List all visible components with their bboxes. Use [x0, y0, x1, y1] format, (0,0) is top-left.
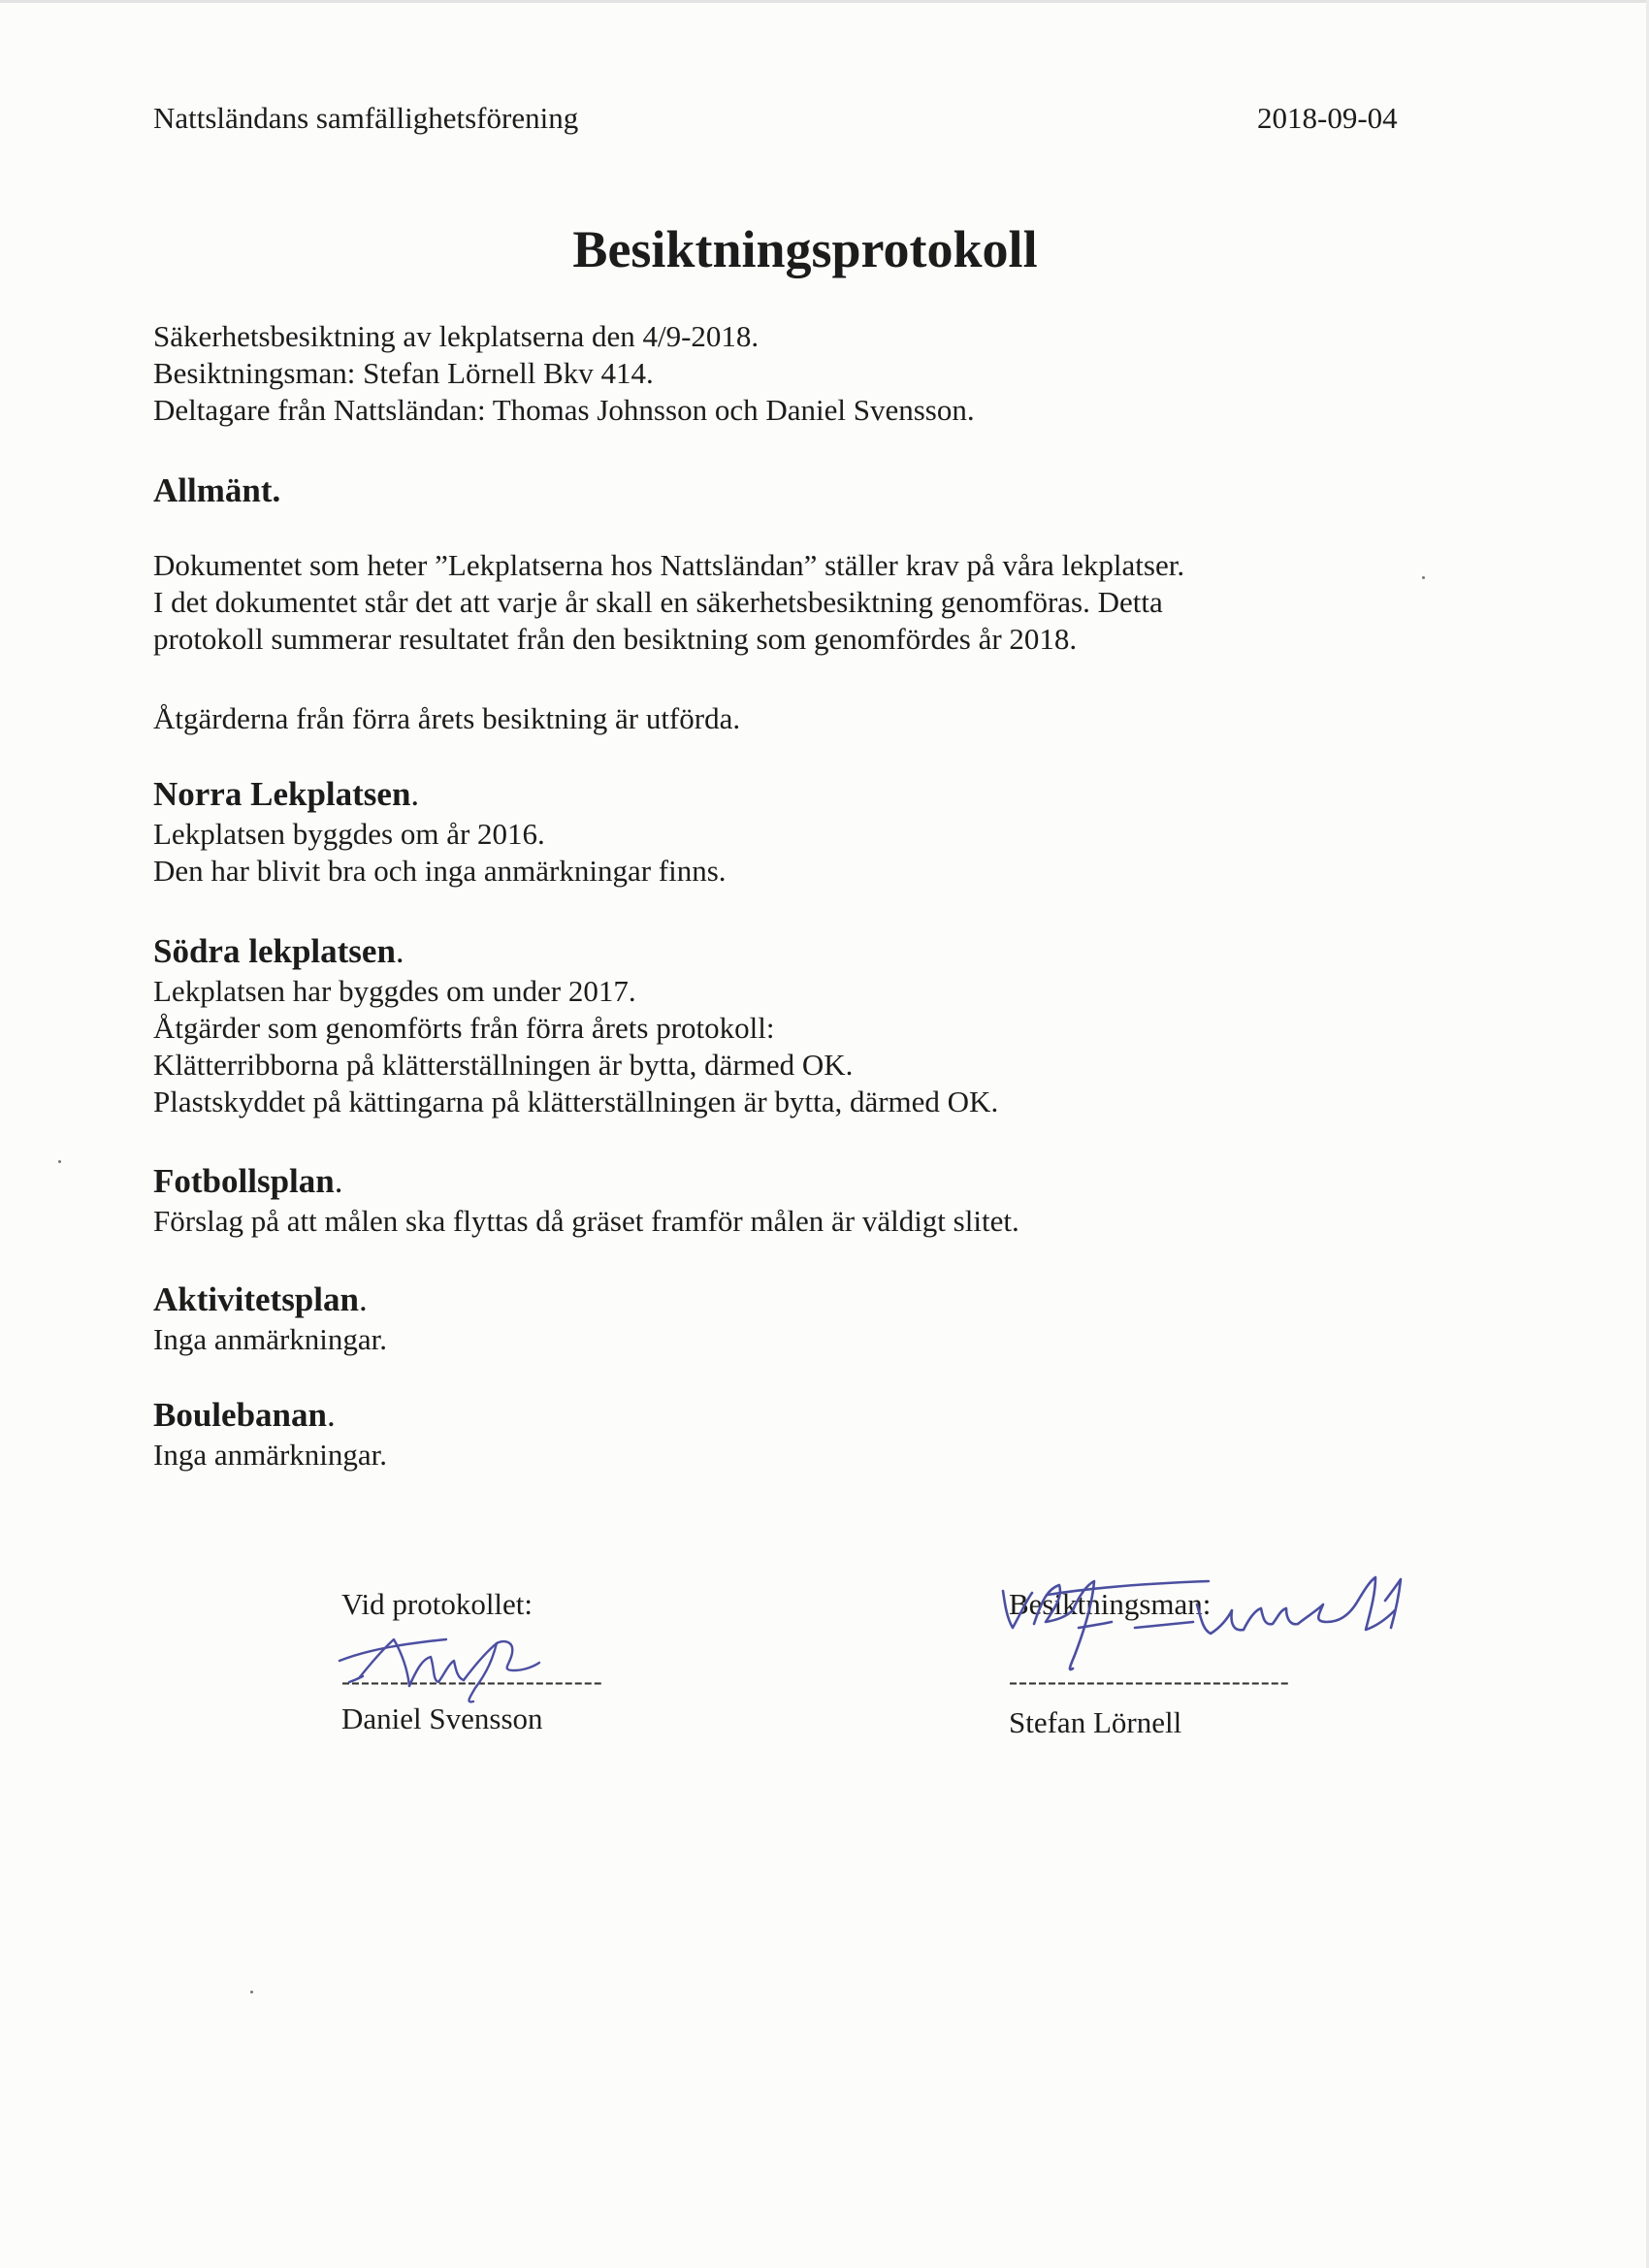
- section-line: Klätterribborna på klätterställningen är bytta, därmed OK.: [153, 1048, 854, 1082]
- signature-line-left: ---------------------------: [341, 1667, 603, 1696]
- section-general: [153, 470, 280, 512]
- signer-name-left: Daniel Svensson: [341, 1701, 543, 1735]
- organization-name: Nattsländans samfällighetsförening: [153, 101, 579, 135]
- section-heading: Fotbollsplan.: [153, 1162, 343, 1200]
- scan-speck: [58, 1160, 61, 1163]
- section-football: [153, 1160, 1019, 1240]
- paragraph-line: protokoll summerar resultatet från den besiktning som genomfördes år 2018.: [153, 622, 1078, 656]
- section-line: Lekplatsen har byggdes om under 2017.: [153, 974, 636, 1008]
- section-line: Förslag på att målen ska flyttas då gräset framför målen är väldigt slitet.: [153, 1204, 1019, 1238]
- intro-line: Besiktningsman: Stefan Lörnell Bkv 414.: [153, 356, 654, 390]
- section-line: Inga anmärkningar.: [153, 1438, 388, 1472]
- section-north: [153, 773, 727, 890]
- document-title: Besiktningsprotokoll: [572, 220, 1038, 278]
- scan-speck: [1422, 576, 1425, 579]
- scan-edge-top: [0, 0, 1649, 3]
- signature-label-left: Vid protokollet:: [341, 1587, 534, 1621]
- section-activity: [153, 1279, 387, 1358]
- paragraph-line: Åtgärderna från förra årets besiktning är utförda.: [153, 701, 741, 735]
- section-line: Lekplatsen byggdes om år 2016.: [153, 817, 545, 851]
- paragraph-line: Dokumentet som heter ”Lekplatserna hos Nattsländan” ställer krav på våra lekplatser.: [153, 548, 1185, 582]
- section-heading: Norra Lekplatsen.: [153, 775, 420, 813]
- handwritten-signature-right: [989, 1571, 1406, 1717]
- handwritten-signature-left: [330, 1610, 582, 1717]
- section-heading: Allmänt.: [153, 471, 281, 509]
- paragraph-line: I det dokumentet står det att varje år skall en säkerhetsbesiktning genomföras. Detta: [153, 585, 1163, 619]
- general-note: [153, 700, 740, 737]
- scan-speck: [250, 1991, 253, 1993]
- intro-line: Säkerhetsbesiktning av lekplatserna den 4/9-2018.: [153, 319, 760, 353]
- section-line: Plastskyddet på kättingarna på klätterställningen är bytta, därmed OK.: [153, 1085, 999, 1118]
- section-heading: Södra lekplatsen.: [153, 932, 404, 970]
- intro-block: [153, 318, 975, 429]
- section-south: [153, 930, 998, 1120]
- signature-line-right: -----------------------------: [1009, 1667, 1290, 1696]
- intro-line: Deltagare från Nattsländan: Thomas Johnsson och Daniel Svensson.: [153, 393, 975, 427]
- section-line: Åtgärder som genomförts från förra årets protokoll:: [153, 1011, 775, 1045]
- section-line: Inga anmärkningar.: [153, 1322, 388, 1356]
- general-paragraph: [153, 547, 1184, 658]
- section-boule: [153, 1394, 387, 1474]
- section-heading: Boulebanan.: [153, 1396, 336, 1434]
- section-heading: Aktivitetsplan.: [153, 1280, 368, 1318]
- document-date: 2018-09-04: [1257, 101, 1398, 135]
- signature-label-right: Besiktningsman:: [1009, 1587, 1212, 1621]
- signer-name-right: Stefan Lörnell: [1009, 1705, 1182, 1739]
- section-line: Den har blivit bra och inga anmärkningar finns.: [153, 854, 727, 888]
